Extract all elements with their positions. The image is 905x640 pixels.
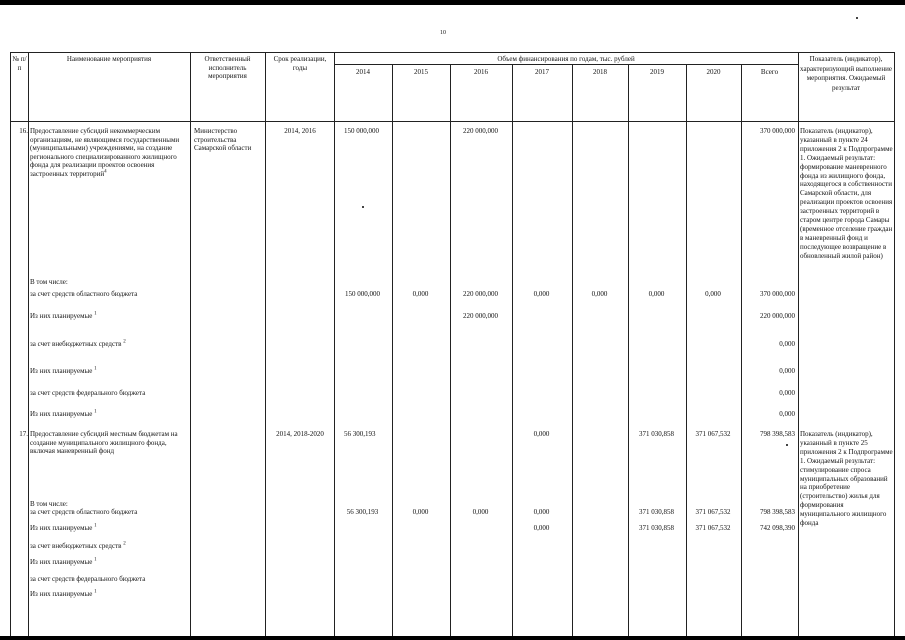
table-vline [512, 64, 513, 636]
header-year-1: 2015 [414, 68, 428, 76]
funding-value: 371 030,858 [639, 430, 674, 438]
funding-value: 0,000 [779, 389, 795, 397]
funding-source-label: за счет внебюджетных средств $^2$ [30, 339, 126, 348]
funding-source-label: Из них планируемые $^1$ [30, 311, 97, 320]
table-vline [628, 64, 629, 636]
header-year-6: 2020 [706, 68, 721, 76]
funding-source-label: Из них планируемые $^1$ [30, 366, 97, 375]
funding-value: 150 000,000 [344, 127, 379, 135]
table-hline [10, 52, 895, 53]
header-year-2: 2016 [474, 68, 488, 76]
table-vline [450, 64, 451, 636]
footnote-mark: 1 [94, 523, 97, 529]
funding-value: 0,000 [705, 290, 721, 298]
header-period: Срок реализации, годы [273, 55, 327, 72]
table-vline [265, 52, 266, 636]
footnote-mark: 4 [104, 169, 107, 175]
funding-source-label: Из них планируемые $^1$ [30, 589, 97, 598]
header-year-0: 2014 [356, 68, 370, 76]
table-hline [10, 121, 895, 122]
including-label: В том числе: [30, 278, 68, 286]
funding-source-label: за счет средств областного бюджета [30, 290, 138, 298]
table-hline [334, 64, 799, 65]
table-vline [741, 64, 742, 636]
header-executor: Ответственный исполнитель мероприятия [204, 55, 251, 81]
header-year-7: Всего [760, 68, 779, 76]
table-vline [572, 64, 573, 636]
header-year-3: 2017 [535, 68, 549, 76]
funding-value: 220 000,000 [463, 127, 498, 135]
funding-value: 798 398,583 [760, 508, 795, 516]
funding-value: 371 067,532 [695, 524, 731, 532]
funding-value: 0,000 [533, 430, 550, 438]
header-indicator: Показатель (индикатор), характеризующий выполнение мероприятия. Ожидаемый результат [800, 55, 892, 92]
footnote-mark: 1 [94, 589, 97, 595]
row-indicator: Показатель (индикатор), указанный в пункте 25 приложения 2 к Подпрограмме 1. Ожидаемый результат: стимулирование спроса муниципальных образований на приобретение (строительство) жилья для формирования муниципального жилищного фонда [800, 430, 893, 528]
funding-value: 150 000,000 [345, 290, 380, 298]
funding-source-label: за счет внебюджетных средств $^2$ [30, 541, 126, 550]
funding-value: 0,000 [591, 290, 608, 298]
funding-value: 370 000,000 [760, 290, 795, 298]
funding-value: 370 000,000 [760, 127, 795, 135]
funding-value: 371 067,532 [695, 508, 731, 516]
funding-value: 0,000 [648, 290, 665, 298]
footnote-mark: 1 [94, 409, 97, 415]
table-vline [392, 64, 393, 636]
row-number: 17. [19, 430, 28, 438]
footnote-mark: 2 [123, 339, 126, 345]
footnote-mark: 2 [123, 541, 126, 547]
table-vline [10, 52, 11, 636]
row-number: 16. [19, 127, 28, 135]
page-number: 10 [440, 30, 446, 36]
row-executor: Министерство строительства Самарской области [194, 127, 252, 153]
funding-value: 0,000 [533, 524, 550, 532]
funding-value: 0,000 [412, 290, 429, 298]
funding-value: 371 030,858 [639, 508, 674, 516]
row-title: Предоставление субсидий местным бюджетам на создание муниципального жилищного фонда, включая маневренный фонд [30, 430, 178, 456]
row-period: 2014, 2018-2020 [276, 430, 324, 438]
table-vline [334, 52, 335, 636]
funding-source-label: Из них планируемые $^1$ [30, 557, 97, 566]
funding-value: 371 030,858 [639, 524, 674, 532]
footnote-mark: 1 [94, 366, 97, 372]
header-name: Наименование мероприятия [66, 55, 152, 63]
header-year-5: 2019 [650, 68, 664, 76]
table-vline [686, 64, 687, 636]
funding-value: 56 300,193 [346, 508, 379, 516]
header-funding: Объем финансирования по годам, тыс. рублей [497, 55, 635, 63]
funding-value: 371 067,532 [695, 430, 731, 438]
funding-source-label: Из них планируемые $^1$ [30, 523, 97, 532]
funding-value: 742 098,390 [760, 524, 795, 532]
row-period: 2014, 2016 [284, 127, 316, 135]
header-num: № п/п [12, 55, 27, 72]
funding-source-label: за счет средств федерального бюджета [30, 389, 146, 397]
funding-value: 56 300,193 [344, 430, 376, 438]
funding-value: 220 000,000 [463, 312, 498, 320]
row-indicator: Показатель (индикатор), указанный в пункте 24 приложения 2 к Подпрограмме 1. Ожидаемый результат: формирование маневренного фонда из жилищного фонда, находящегося в собственности Самарской области, для реализации проектов освоения застроенных территорий в старом центре города Самары (временное отселение граждан в маневренный фонд и последующее возвращение в обновленный жилой район) [800, 127, 893, 260]
funding-value: 0,000 [779, 340, 795, 348]
funding-value: 798 398,583 [760, 430, 795, 438]
table-vline [894, 52, 895, 636]
header-year-4: 2018 [593, 68, 607, 76]
including-label: В том числе: [30, 500, 68, 508]
funding-value: 0,000 [412, 508, 429, 516]
funding-source-label: Из них планируемые $^1$ [30, 409, 97, 418]
funding-value: 0,000 [472, 508, 489, 516]
funding-value: 0,000 [779, 410, 795, 418]
funding-value: 220 000,000 [760, 312, 795, 320]
row-title: Предоставление субсидий некоммерческим организациям, не являющимся государственными (муниципальными) учреждениями, на создание регионального специализированного жилищного фонда для реализации проектов освоения застроенных территорий$^4$ [30, 127, 180, 178]
table-vline [798, 52, 799, 636]
table-vline [28, 52, 29, 636]
table-vline [190, 52, 191, 636]
funding-source-label: за счет средств областного бюджета [30, 508, 138, 516]
funding-source-label: за счет средств федерального бюджета [30, 575, 146, 583]
funding-value: 0,000 [779, 367, 795, 375]
funding-value: 0,000 [533, 290, 550, 298]
funding-value: 0,000 [533, 508, 550, 516]
footnote-mark: 1 [94, 311, 97, 317]
footnote-mark: 1 [94, 557, 97, 563]
funding-value: 220 000,000 [463, 290, 498, 298]
